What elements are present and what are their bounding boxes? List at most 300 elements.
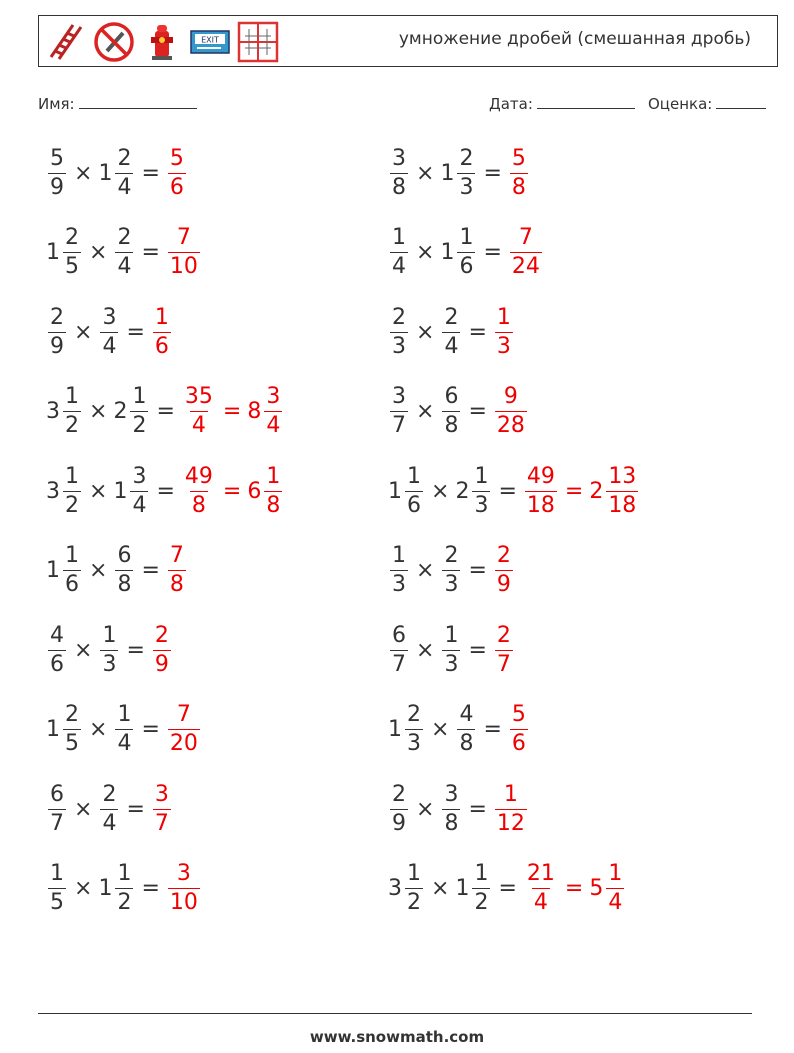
date-blank[interactable] [537, 94, 635, 109]
fraction-stack [457, 227, 475, 278]
problem-item [46, 297, 173, 367]
whole-part: 1 [388, 478, 402, 504]
problem-item [46, 854, 202, 924]
numerator: 2 [444, 304, 459, 330]
fraction-stack [100, 304, 118, 359]
fraction [493, 781, 529, 836]
fraction-stack [442, 304, 460, 359]
numerator: 6 [117, 543, 132, 568]
problem-item [46, 377, 284, 447]
numerator: 5 [169, 145, 184, 171]
numerator: 2 [65, 702, 79, 727]
grade-blank[interactable] [716, 94, 766, 109]
fraction [113, 545, 135, 596]
fraction-stack [442, 545, 460, 596]
fraction [98, 622, 120, 677]
denominator: 12 [496, 810, 525, 836]
mixed-number [98, 145, 135, 200]
footer-divider [38, 1013, 752, 1014]
denominator: 6 [154, 333, 169, 359]
denominator: 4 [444, 333, 459, 359]
problem-item [46, 536, 188, 606]
numerator: 7 [169, 543, 184, 568]
denominator: 5 [65, 731, 79, 756]
denominator: 20 [169, 731, 198, 756]
fraction-stack [525, 463, 557, 518]
fraction-stack [606, 463, 638, 518]
denominator: 7 [392, 413, 406, 438]
denominator: 9 [496, 572, 511, 597]
numerator: 2 [459, 145, 474, 171]
denominator: 6 [65, 572, 79, 597]
fraction [508, 227, 544, 278]
whole-part: 8 [247, 399, 262, 424]
numerator: 49 [526, 463, 555, 489]
denominator: 4 [117, 174, 132, 200]
fraction-stack [495, 304, 513, 359]
equals-sign: = [468, 796, 487, 822]
fraction-stack [168, 545, 186, 596]
denominator: 8 [191, 492, 206, 518]
denominator: 4 [102, 810, 117, 836]
fraction [166, 863, 202, 914]
numerator: 21 [526, 861, 555, 886]
denominator: 4 [608, 890, 623, 915]
denominator: 7 [154, 810, 169, 836]
numerator: 3 [102, 304, 117, 330]
numerator: 7 [518, 225, 533, 250]
denominator: 2 [474, 890, 489, 915]
name-field[interactable] [38, 94, 197, 113]
equals-sign: = [483, 160, 502, 186]
fraction [440, 622, 462, 677]
mixed-number [589, 863, 626, 914]
fraction [151, 622, 173, 677]
denominator: 8 [392, 174, 406, 200]
times-sign: × [431, 876, 450, 901]
fraction [493, 622, 515, 677]
denominator: 3 [392, 333, 406, 359]
grade-field[interactable] [648, 94, 766, 113]
problem-item [46, 138, 188, 208]
fraction [493, 386, 529, 437]
numerator: 35 [184, 384, 213, 409]
whole-part: 1 [46, 717, 60, 742]
equals-sign: = [222, 478, 242, 504]
fraction [455, 704, 477, 755]
denominator: 18 [526, 492, 555, 518]
fraction-stack [48, 781, 66, 836]
numerator: 1 [407, 463, 421, 489]
whole-part: 1 [388, 717, 402, 742]
equals-sign: = [126, 637, 145, 663]
numerator: 2 [392, 304, 406, 330]
fraction-stack [153, 304, 171, 359]
times-sign: × [416, 160, 435, 186]
fraction-stack [63, 386, 81, 437]
fraction [46, 145, 68, 200]
numerator: 1 [117, 702, 132, 727]
times-sign: × [89, 717, 108, 742]
numerator: 1 [474, 861, 489, 886]
denominator: 8 [459, 731, 474, 756]
whole-part: 6 [247, 478, 262, 504]
numerator: 1 [266, 463, 281, 489]
mixed-number [46, 704, 83, 755]
fraction-stack [63, 704, 81, 755]
numerator: 1 [50, 861, 64, 886]
denominator: 24 [511, 254, 540, 279]
whole-part: 1 [46, 240, 60, 265]
denominator: 9 [392, 810, 406, 836]
fraction-stack [390, 386, 408, 437]
denominator: 4 [266, 413, 281, 438]
equals-sign: = [483, 717, 502, 742]
fraction-stack [457, 704, 475, 755]
worksheet-header [38, 15, 778, 67]
equals-sign: = [564, 478, 584, 504]
fraction-stack [115, 863, 133, 914]
whole-part: 1 [440, 160, 455, 186]
fraction [166, 545, 188, 596]
fraction-stack [48, 304, 66, 359]
whole-part: 1 [98, 160, 113, 186]
fraction-stack [115, 704, 133, 755]
mixed-number [455, 463, 492, 518]
grade-label: Оценка: [648, 95, 713, 113]
fraction-stack [153, 622, 171, 677]
numerator: 2 [102, 781, 117, 807]
numerator: 2 [65, 225, 79, 250]
numerator: 2 [50, 304, 64, 330]
fraction [523, 463, 559, 518]
whole-part: 1 [98, 876, 113, 901]
numerator: 3 [266, 384, 281, 409]
fraction-stack [442, 622, 460, 677]
fraction [388, 304, 410, 359]
fraction-stack [115, 145, 133, 200]
equals-sign: = [483, 240, 502, 265]
denominator: 9 [154, 651, 169, 677]
times-sign: × [89, 240, 108, 265]
denominator: 6 [407, 492, 421, 518]
fraction [508, 145, 530, 200]
fraction [151, 304, 173, 359]
numerator: 1 [392, 543, 406, 568]
mixed-number [46, 463, 83, 518]
problem-item [46, 695, 202, 765]
equals-sign: = [564, 876, 584, 901]
times-sign: × [431, 478, 450, 504]
numerator: 7 [176, 225, 191, 250]
fraction [113, 227, 135, 278]
numerator: 6 [50, 781, 64, 807]
fraction-stack [48, 622, 66, 677]
problem-item [388, 297, 515, 367]
numerator: 1 [503, 781, 518, 807]
mixed-number [388, 704, 425, 755]
denominator: 10 [169, 890, 198, 915]
equals-sign: = [468, 558, 487, 583]
numerator: 2 [392, 781, 406, 807]
equals-sign: = [498, 478, 517, 504]
denominator: 2 [407, 890, 421, 915]
equals-sign: = [141, 160, 160, 186]
fraction [113, 704, 135, 755]
denominator: 8 [266, 492, 281, 518]
numerator: 5 [50, 145, 64, 171]
fraction-stack [168, 227, 200, 278]
fraction [46, 622, 68, 677]
exit-sign-icon [189, 21, 231, 63]
numerator: 1 [608, 861, 623, 886]
numerator: 2 [117, 145, 132, 171]
mixed-number [46, 227, 83, 278]
denominator: 7 [392, 651, 406, 677]
numerator: 2 [496, 622, 511, 648]
fraction-stack [390, 545, 408, 596]
fraction [98, 304, 120, 359]
fraction [493, 545, 515, 596]
mixed-number [440, 145, 477, 200]
equals-sign: = [156, 478, 175, 504]
fraction-stack [405, 863, 423, 914]
mixed-number [113, 463, 150, 518]
times-sign: × [74, 876, 93, 901]
fraction-stack [63, 545, 81, 596]
equals-sign: = [141, 558, 160, 583]
fraction-stack [510, 704, 528, 755]
worksheet-title: умножение дробей (смешанная дробь) [398, 29, 751, 49]
fire-hydrant-icon [141, 21, 183, 63]
numerator: 3 [392, 145, 406, 171]
fraction-stack [457, 145, 475, 200]
numerator: 3 [132, 463, 147, 489]
mixed-number [388, 463, 425, 518]
fraction-stack [606, 863, 624, 914]
name-blank[interactable] [79, 94, 197, 109]
fraction [166, 704, 202, 755]
denominator: 18 [608, 492, 637, 518]
numerator: 1 [117, 861, 132, 886]
times-sign: × [416, 796, 435, 822]
times-sign: × [416, 637, 435, 663]
fraction-stack [130, 386, 148, 437]
fraction [440, 545, 462, 596]
denominator: 3 [496, 333, 511, 359]
problem-item [46, 456, 284, 526]
denominator: 5 [65, 254, 79, 279]
equals-sign: = [498, 876, 517, 901]
numerator: 6 [392, 622, 406, 648]
fraction-stack [63, 227, 81, 278]
problem-item [388, 854, 626, 924]
times-sign: × [416, 399, 435, 424]
whole-part: 1 [46, 558, 60, 583]
denominator: 6 [459, 254, 474, 279]
numerator: 6 [444, 384, 459, 409]
numerator: 2 [444, 543, 459, 568]
denominator: 10 [169, 254, 198, 279]
fraction [508, 704, 530, 755]
denominator: 6 [511, 731, 526, 756]
fraction-stack [472, 463, 490, 518]
fraction-stack [153, 781, 171, 836]
whole-part: 2 [455, 478, 470, 504]
whole-part: 3 [388, 876, 402, 901]
numerator: 1 [444, 622, 459, 648]
equals-sign: = [468, 319, 487, 345]
fraction [388, 781, 410, 836]
equals-sign: = [126, 796, 145, 822]
fraction [493, 304, 515, 359]
fraction [166, 227, 202, 278]
numerator: 49 [184, 463, 213, 489]
fraction [440, 386, 462, 437]
fraction [181, 386, 217, 437]
numerator: 1 [132, 384, 147, 409]
fraction-stack [390, 227, 408, 278]
fraction-stack [390, 781, 408, 836]
fraction [166, 145, 188, 200]
numerator: 5 [511, 702, 526, 727]
whole-part: 1 [455, 876, 470, 901]
denominator: 2 [65, 492, 79, 518]
mixed-number [247, 386, 284, 437]
times-sign: × [416, 319, 435, 345]
denominator: 9 [50, 174, 64, 200]
times-sign: × [431, 717, 450, 742]
denominator: 4 [533, 890, 548, 915]
fraction-stack [495, 622, 513, 677]
times-sign: × [74, 637, 93, 663]
fraction [440, 781, 462, 836]
fraction-stack [510, 145, 528, 200]
fraction [46, 781, 68, 836]
numerator: 9 [503, 384, 518, 409]
numerator: 1 [65, 543, 79, 568]
date-label: Дата: [489, 95, 533, 113]
mixed-number [98, 863, 135, 914]
equals-sign: = [468, 399, 487, 424]
fraction-stack [63, 463, 81, 518]
equals-sign: = [141, 717, 160, 742]
denominator: 2 [65, 413, 79, 438]
problem-item [388, 774, 529, 844]
denominator: 5 [50, 890, 64, 915]
equals-sign: = [468, 637, 487, 663]
denominator: 8 [169, 572, 184, 597]
times-sign: × [416, 558, 435, 583]
denominator: 2 [117, 890, 132, 915]
numerator: 2 [154, 622, 169, 648]
numerator: 3 [154, 781, 169, 807]
denominator: 4 [102, 333, 117, 359]
numerator: 2 [117, 225, 132, 250]
times-sign: × [74, 319, 93, 345]
problem-item [388, 138, 530, 208]
problem-item [388, 377, 529, 447]
fraction-stack [48, 863, 66, 914]
fraction [98, 781, 120, 836]
header-icons [45, 21, 279, 63]
fraction-stack [472, 863, 490, 914]
numerator: 1 [474, 463, 489, 489]
denominator: 7 [496, 651, 511, 677]
ladder-icon [45, 21, 87, 63]
numerator: 3 [176, 861, 191, 886]
whole-part: 2 [113, 399, 128, 424]
equals-sign: = [126, 319, 145, 345]
numerator: 2 [407, 702, 421, 727]
denominator: 6 [50, 651, 64, 677]
denominator: 3 [444, 651, 459, 677]
denominator: 8 [117, 572, 132, 597]
problem-item [388, 615, 515, 685]
problem-item [46, 774, 173, 844]
problem-item [388, 456, 640, 526]
numerator: 4 [459, 702, 474, 727]
fraction [388, 386, 410, 437]
fraction [388, 622, 410, 677]
denominator: 3 [474, 492, 489, 518]
numerator: 3 [444, 781, 459, 807]
fraction [46, 863, 68, 914]
equals-sign: = [141, 240, 160, 265]
equals-sign: = [156, 399, 175, 424]
fraction-stack [115, 227, 133, 278]
denominator: 8 [444, 413, 459, 438]
fraction-stack [100, 622, 118, 677]
fraction-stack [495, 545, 513, 596]
whole-part: 5 [589, 876, 604, 901]
times-sign: × [89, 399, 108, 424]
denominator: 3 [102, 651, 117, 677]
equals-sign: = [222, 399, 242, 424]
fraction-stack [405, 704, 423, 755]
fraction-stack [510, 227, 542, 278]
fraction-stack [264, 463, 282, 518]
name-label: Имя: [38, 95, 75, 113]
denominator: 4 [117, 254, 132, 279]
fraction-stack [183, 463, 215, 518]
date-field[interactable] [489, 94, 635, 113]
fraction-stack [168, 704, 200, 755]
numerator: 5 [511, 145, 526, 171]
denominator: 4 [132, 492, 147, 518]
mixed-number [589, 463, 640, 518]
fraction-stack [48, 145, 66, 200]
times-sign: × [74, 796, 93, 822]
numerator: 4 [50, 622, 64, 648]
denominator: 28 [496, 413, 525, 438]
fraction-stack [168, 863, 200, 914]
footer-url: www.snowmath.com [309, 1028, 485, 1046]
fraction [388, 145, 410, 200]
fraction-stack [405, 463, 423, 518]
numerator: 1 [65, 384, 79, 409]
mixed-number [113, 386, 150, 437]
fraction-stack [495, 781, 527, 836]
fraction [388, 545, 410, 596]
times-sign: × [89, 558, 108, 583]
problem-item [46, 615, 173, 685]
svg-text:EXIT: EXIT [201, 35, 219, 45]
fraction-stack [183, 386, 215, 437]
mixed-number [247, 463, 284, 518]
times-sign: × [74, 160, 93, 186]
fraction-stack [390, 304, 408, 359]
